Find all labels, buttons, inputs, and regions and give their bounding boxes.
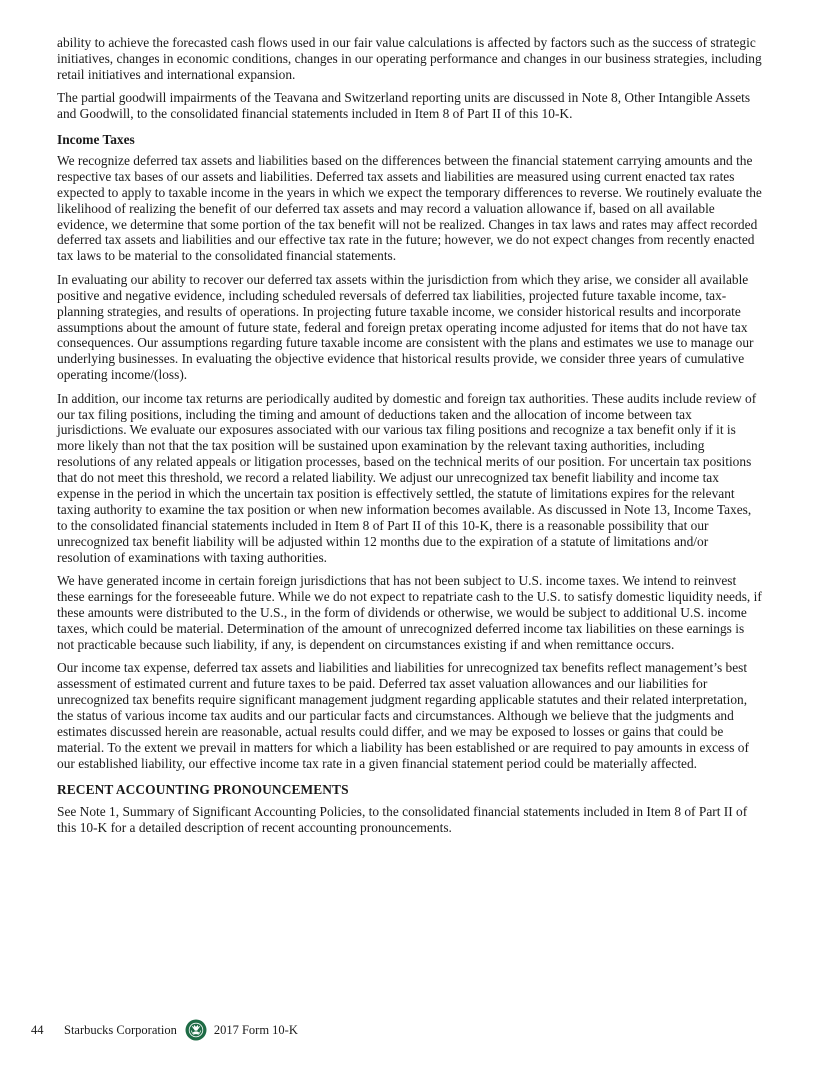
paragraph-audits: In addition, our income tax returns are periodically audited by domestic and foreign tax authorities. These audits include review of our tax filing positions, including the timing and amount of deductions taken and the allocation of income between tax jurisdictions. We evaluate our exposures associated with our various tax filing positions and recognize a tax benefit only if it is more likely than not that the tax position will be sustained upon examination by the relevant taxing authorities, including resolutions of any related appeals or litigation processes, based on the technical merits of our position. For uncertain tax positions that do not meet this threshold, we record a related liability. We adjust our unrecognized tax benefit liability and income tax expense in the period in which the uncertain tax position is effectively settled, the statute of limitations expires for the relevant taxing authority to examine the tax position or when new information becomes available. As discussed in Note 13, Income Taxes, to the consolidated financial statements included in Item 8 of Part II of this 10-K, there is a reasonable possibility that our unrecognized tax benefit liability will be adjusted within 12 months due to the expiration of a statute of limitations and/or resolution of examinations with taxing authorities. bbox=[57, 390, 757, 565]
section-heading-recent-accounting: RECENT ACCOUNTING PRONOUNCEMENTS bbox=[57, 782, 349, 798]
paragraph-foreign-income: We have generated income in certain foreign jurisdictions that has not been subject to U.S. income taxes. We intend to reinvest these earnings for the foreseeable future. While we do not expect to repatriate cash to the U.S. to satisfy domestic liquidity needs, if these amounts were distributed to the U.S., in the form of dividends or otherwise, we would be subject to additional U.S. income taxes, which could be material. Determination of the amount of unrecognized deferred income tax liabilities on these earnings is not practicable because such liability, if any, is dependent on circumstances existing if and when remittance occurs. bbox=[57, 573, 762, 652]
paragraph-recent-accounting: See Note 1, Summary of Significant Accounting Policies, to the consolidated financial statements included in Item 8 of Part II of this 10-K for a detailed description of recent accounting pronouncements. bbox=[57, 804, 748, 836]
form-label: 2017 Form 10-K bbox=[213, 1022, 298, 1037]
section-heading-income-taxes: Income Taxes bbox=[57, 132, 135, 148]
paragraph-recover-deferred-tax: In evaluating our ability to recover our deferred tax assets within the jurisdiction from which they arise, we consider all available positive and negative evidence, including scheduled reversals of deferred tax liabilities, projected future taxable income, tax-planning strategies, and results of operations. In projecting future taxable income, we consider historical results and incorporate assumptions about the amount of future state, federal and foreign pretax operating income adjusted for items that do not have tax consequences. Our assumptions regarding future taxable income are consistent with the plans and estimates we use to manage our underlying businesses. In evaluating the objective evidence that historical results provide, we consider three years of cumulative operating income/(loss). bbox=[57, 271, 754, 383]
page-number: 44 bbox=[31, 1022, 44, 1037]
page-footer bbox=[31, 1019, 298, 1041]
paragraph-goodwill-impairments: The partial goodwill impairments of the Teavana and Switzerland reporting units are discussed in Note 8, Other Intangible Assets and Goodwill, to the consolidated financial statements included in Item 8 of Part II of this 10-K. bbox=[57, 90, 751, 122]
paragraph-fair-value: ability to achieve the forecasted cash flows used in our fair value calculations is affected by factors such as the success of strategic initiatives, changes in economic conditions, changes in our operating performance and changes in our business strategies, including retail initiatives and international expansion. bbox=[57, 35, 762, 82]
starbucks-siren-logo-icon bbox=[185, 1019, 207, 1041]
document-body bbox=[57, 35, 763, 844]
paragraph-tax-expense-assessment: Our income tax expense, deferred tax assets and liabilities and liabilities for unrecognized tax benefits reflect management’s best assessment of estimated current and future taxes to be paid. Deferred tax asset valuation allowances and our liabilities for unrecognized tax benefits require significant management judgment regarding applicable statutes and their related interpretation, the status of various income tax audits and our particular facts and circumstances. Although we believe that the judgments and estimates discussed herein are reasonable, actual results could differ, and we may be exposed to losses or gains that could be material. To the extent we prevail in matters for which a liability has been established or are required to pay amounts in excess of our established liability, our effective income tax rate in a given financial statement period could be materially affected. bbox=[57, 660, 749, 771]
paragraph-deferred-tax: We recognize deferred tax assets and liabilities based on the differences between the financial statement carrying amounts and the respective tax bases of our assets and liabilities. Deferred tax assets and liabilities are measured using current enacted tax rates expected to apply to taxable income in the years in which we expect the temporary differences to reverse. We routinely evaluate the likelihood of realizing the benefit of our deferred tax assets and may record a valuation allowance if, based on all available evidence, we determine that some portion of the tax benefit will not be realized. Changes in tax laws and rates may affect recorded deferred tax assets and liabilities and our effective tax rate in the future; however, we do not expect changes from recently enacted tax laws to be material to the consolidated financial statements. bbox=[57, 152, 762, 264]
company-name: Starbucks Corporation bbox=[64, 1022, 177, 1037]
